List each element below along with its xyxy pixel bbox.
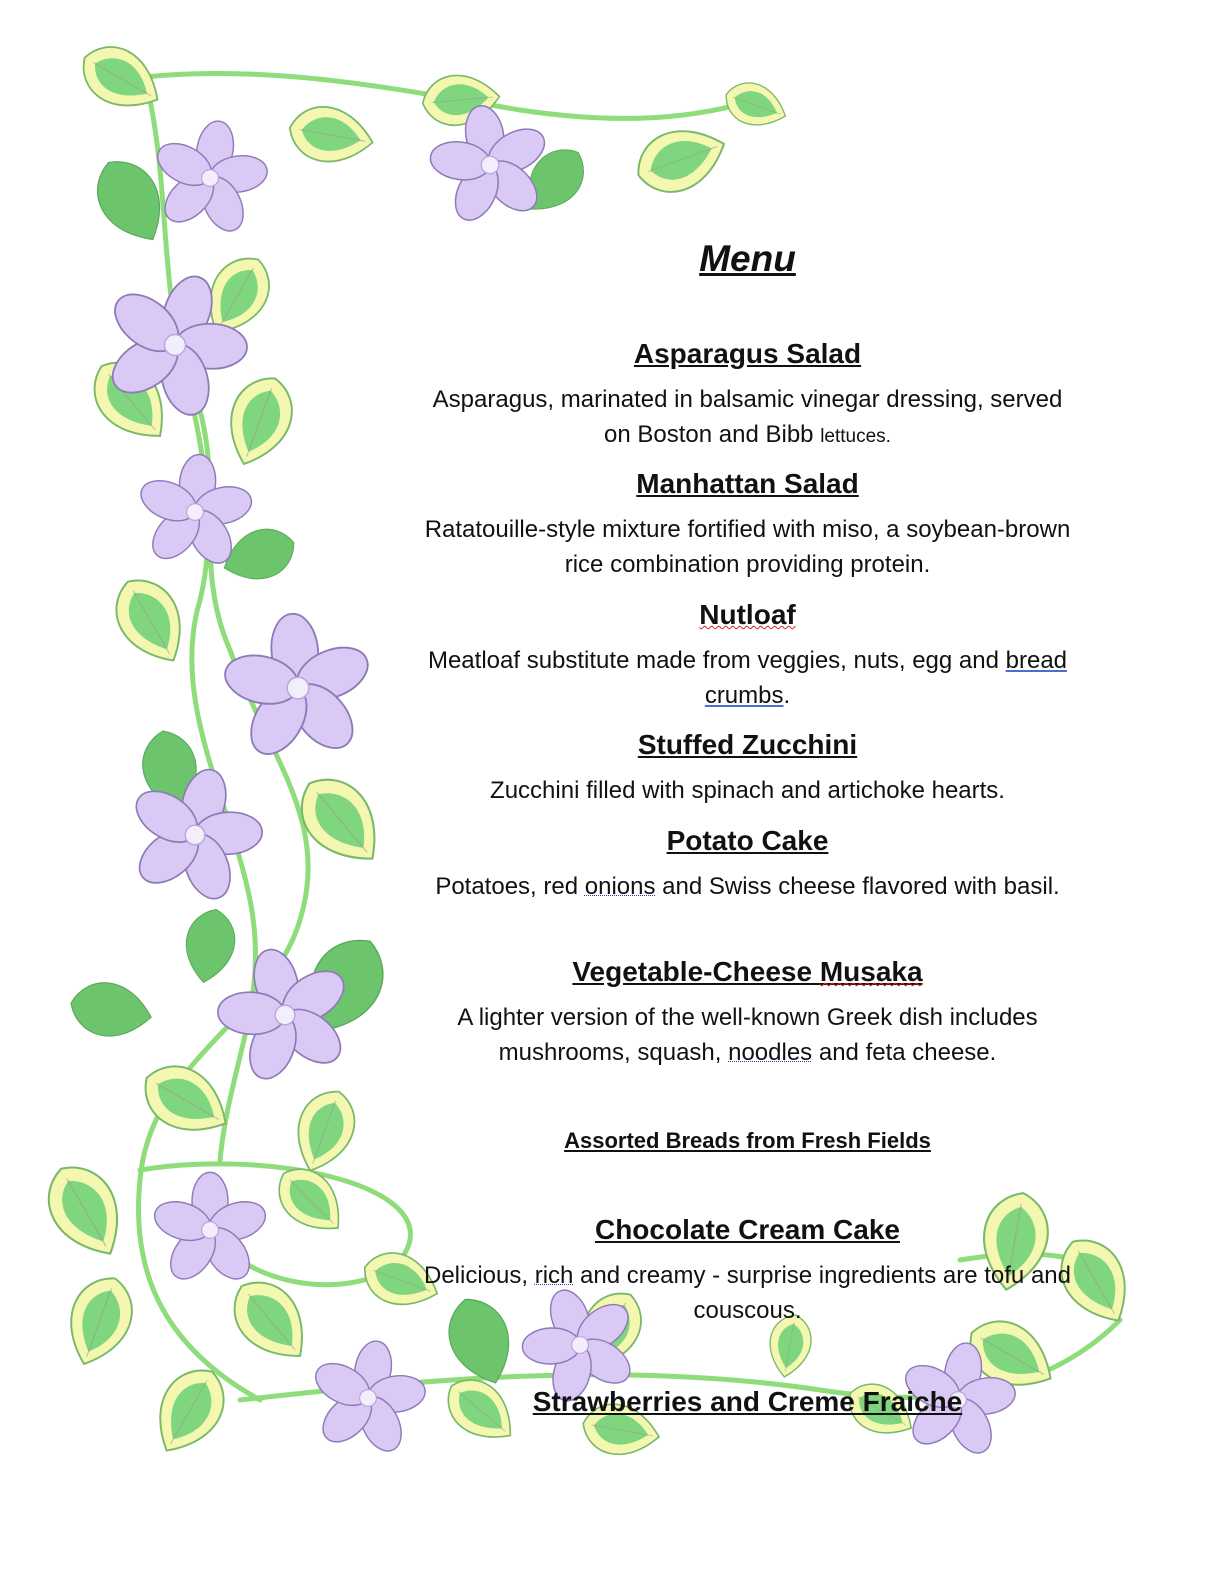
dish-name: Asparagus Salad (633, 338, 862, 369)
dish-description: Potatoes, red onions and Swiss cheese flavored with basil. (435, 873, 1060, 900)
dish-name: Stuffed Zucchini (637, 729, 858, 760)
dish-description: Asparagus, marinated in balsamic vinegar dressing, served on Boston and Bibb lettuces. (432, 386, 1063, 448)
dish-vegetable-cheese-musaka (420, 954, 1075, 1070)
dish-potato-cake (420, 823, 1075, 904)
dish-name: Chocolate Cream Cake (594, 1214, 900, 1245)
dish-name: Potato Cake (666, 825, 829, 856)
dish-description: Ratatouille-style mixture fortified with miso, a soybean-brown rice combination providing protein. (424, 516, 1071, 578)
menu-title: Menu (699, 238, 796, 279)
dish-name: Vegetable-Cheese Musaka (572, 956, 923, 987)
dish-description: Zucchini filled with spinach and artichoke hearts. (490, 777, 1005, 804)
dish-name: Manhattan Salad (636, 468, 859, 499)
breads-line: Assorted Breads from Fresh Fields (564, 1128, 931, 1153)
dish-chocolate-cream-cake (420, 1212, 1075, 1328)
dish-description: Delicious, rich and creamy - surprise ingredients are tofu and couscous. (424, 1262, 1071, 1324)
dish-asparagus-salad (420, 336, 1075, 454)
dish-name: Nutloaf (699, 599, 796, 630)
dish-nutloaf (420, 597, 1075, 713)
dish-name: Strawberries and Creme Fraiche (532, 1386, 963, 1417)
dish-manhattan-salad (420, 466, 1075, 582)
dish-description: Meatloaf substitute made from veggies, nuts, egg and bread crumbs. (427, 647, 1068, 709)
dish-stuffed-zucchini (420, 727, 1075, 808)
dish-description: A lighter version of the well-known Greek dish includes mushrooms, squash, noodles and feta cheese. (457, 1004, 1038, 1066)
dish-strawberries-creme-fraiche (420, 1384, 1075, 1420)
